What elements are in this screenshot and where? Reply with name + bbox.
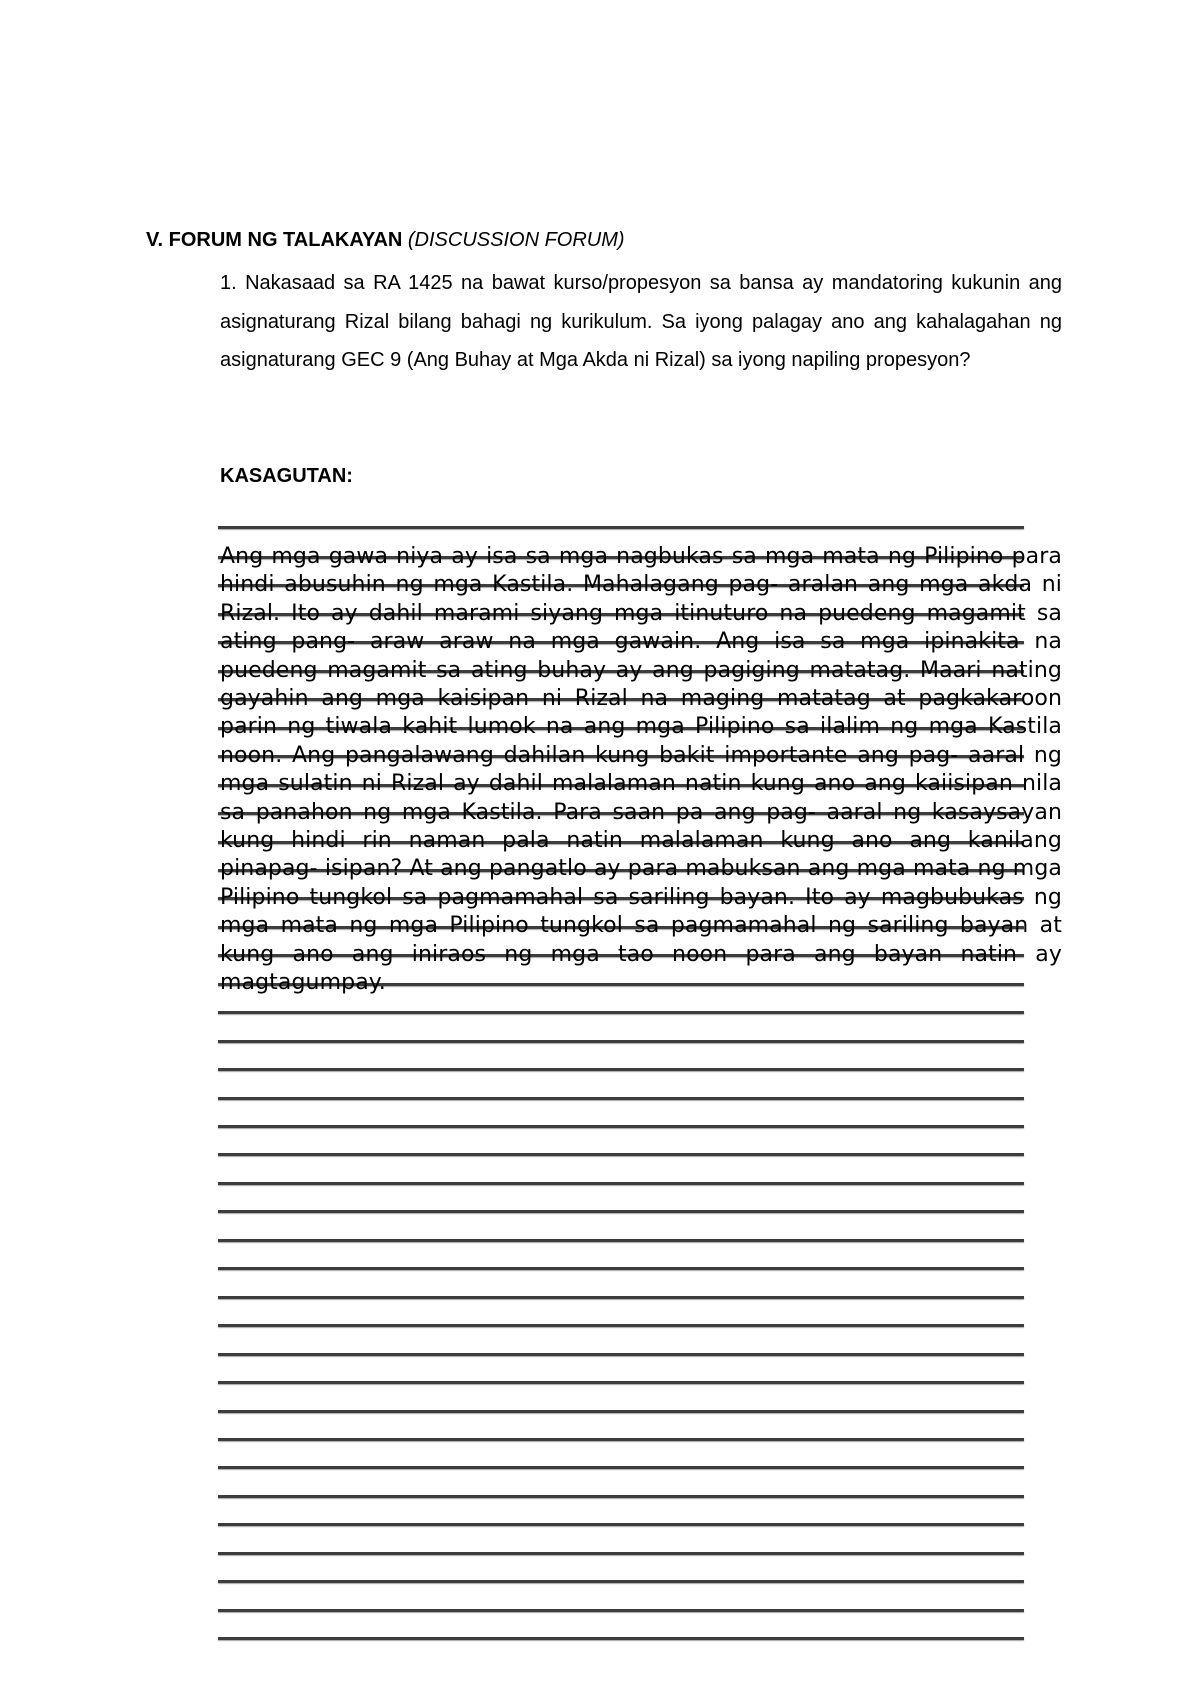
answer-line	[218, 1068, 1024, 1071]
section-title: V. FORUM NG TALAKAYAN	[146, 229, 403, 251]
answer-line	[218, 1580, 1024, 1583]
answer-line	[218, 1552, 1024, 1555]
answer-line	[218, 1523, 1024, 1526]
answer-line	[218, 1267, 1024, 1270]
answer-line	[218, 1609, 1024, 1612]
answer-line	[218, 1239, 1024, 1242]
discussion-question: 1. Nakasaad sa RA 1425 na bawat kurso/propesyon sa bansa ay mandatoring kukunin ang asignaturang Rizal bilang bahagi ng kurikulum. Sa iyong palagay ano ang kahalagahan ng asignaturang GEC 9 (Ang Buhay at Mga Akda ni Rizal) sa iyong napiling propesyon?	[220, 272, 1062, 371]
answer-line	[218, 526, 1024, 529]
answer-line	[218, 1495, 1024, 1498]
answer-text: Ang mga gawa niya ay isa sa mga nagbukas sa mga mata ng Pilipino para hindi abusuhin ng mga Kastila. Mahalagang pag- aralan ang mga akda ni Rizal. Ito ay dahil marami siyang mga itinuturo na puedeng magamit sa ating pang- araw araw na mga gawain. Ang isa sa mga ipinakita na puedeng magamit sa ating buhay ay ang pagiging matatag. Maari nating gayahin ang mga kaisipan ni Rizal na maging matatag at pagkakaroon parin ng tiwala kahit lumok na ang mga Pilipino sa ilalim ng mga Kastila noon. Ang pangalawang dahilan kung bakit importante ang pag- aaral ng mga sulatin ni Rizal ay dahil malalaman natin kung ano ang kaiisipan nila sa panahon ng mga Kastila. Para saan pa ang pag- aaral ng kasaysayan kung hindi rin naman pala natin malalaman kung ano ang kanilang pinapag- isipan? At ang pangatlo ay para mabuksan ang mga mata ng mga Pilipino tungkol sa pagmamahal sa sariling bayan. Ito ay magbubukas ng mga mata ng mga Pilipino tungkol sa pagmamahal ng sariling bayan at kung ano ang iniraos ng mga tao noon para ang bayan natin ay magtagumpay.	[220, 544, 1062, 996]
answer-line	[218, 1153, 1024, 1156]
answer-line	[218, 1637, 1024, 1640]
answer-line	[218, 1353, 1024, 1356]
answer-line	[218, 1040, 1024, 1043]
answer-line	[218, 1410, 1024, 1413]
answer-line	[218, 1438, 1024, 1441]
answer-line	[218, 1182, 1024, 1185]
section-subtitle: (DISCUSSION FORUM)	[407, 229, 625, 251]
answer-line	[218, 1324, 1024, 1327]
answer-line	[218, 1381, 1024, 1384]
answer-line	[218, 1011, 1024, 1014]
answer-line	[218, 1296, 1024, 1299]
answer-line	[218, 1097, 1024, 1100]
answer-line	[218, 1210, 1024, 1213]
answer-line	[218, 1125, 1024, 1128]
answer-line	[218, 1466, 1024, 1469]
answer-label: KASAGUTAN:	[220, 465, 353, 487]
